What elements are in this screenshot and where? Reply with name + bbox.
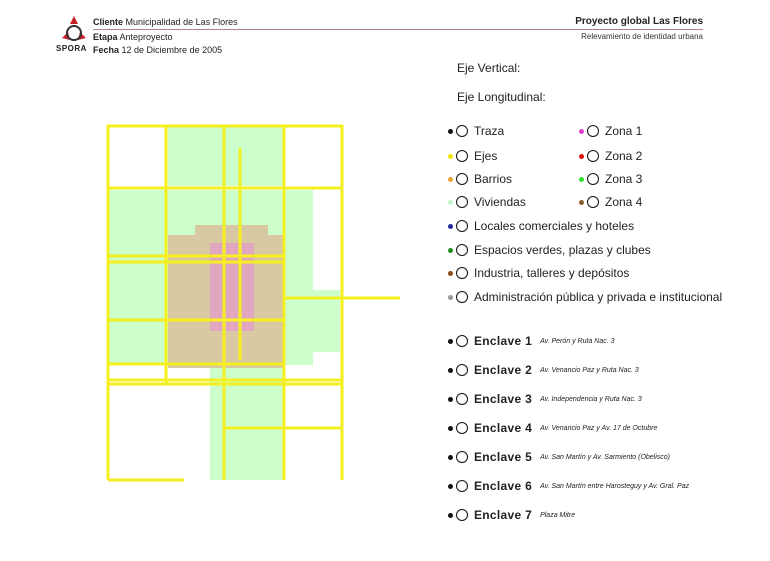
axis-vertical-label: Eje Vertical: [457,61,521,75]
layer-color-dot [448,248,453,253]
enclave-label: Enclave 2 [474,363,533,377]
project-title: Proyecto global Las Flores [575,16,703,27]
radio-icon[interactable] [456,364,468,376]
axis-longitudinal-label: Eje Longitudinal: [457,90,546,104]
enclave-label: Enclave 3 [474,392,533,406]
layer-traza[interactable] [448,122,504,140]
enclave-dot [448,455,453,460]
enclave-dot [448,368,453,373]
enclave-label: Enclave 5 [474,450,533,464]
enclave-5[interactable] [448,448,670,466]
layer-industria[interactable] [448,264,629,282]
radio-icon[interactable] [456,125,468,137]
zone-3[interactable] [579,170,642,188]
enclave-label: Enclave 6 [474,479,533,493]
radio-icon[interactable] [456,173,468,185]
enclave-4[interactable] [448,419,657,437]
radio-icon[interactable] [456,393,468,405]
layer-color-dot [448,129,453,134]
enclave-6[interactable] [448,477,689,495]
radio-icon[interactable] [456,451,468,463]
radio-icon[interactable] [587,150,599,162]
stage-label: Etapa [93,32,118,42]
layer-color-dot [448,200,453,205]
layer-ejes[interactable] [448,147,497,165]
enclave-2[interactable] [448,361,639,379]
enclave-label: Enclave 1 [474,334,533,348]
enclave-dot [448,339,453,344]
radio-icon[interactable] [456,509,468,521]
enclave-desc: Av. Venancio Paz y Ruta Nac. 3 [540,366,639,374]
layer-label: Industria, talleres y depósitos [474,266,630,280]
layer-barrios[interactable] [448,170,512,188]
zone-1[interactable] [579,122,642,140]
enclave-7[interactable] [448,506,575,524]
radio-icon[interactable] [456,220,468,232]
radio-icon[interactable] [456,150,468,162]
radio-icon[interactable] [587,125,599,137]
radio-icon[interactable] [587,196,599,208]
radio-icon[interactable] [456,244,468,256]
layer-label: Administración pública y privada e institucional [474,290,723,304]
layer-locales[interactable] [448,217,634,235]
enclave-desc: Av. Independencia y Ruta Nac. 3 [540,395,642,403]
enclave-dot [448,484,453,489]
date-value: 12 de Diciembre de 2005 [121,45,223,55]
zone-2[interactable] [579,147,642,165]
zone-color-dot [579,154,584,159]
zone-label: Zona 3 [605,172,643,186]
enclave-dot [448,426,453,431]
zone-label: Zona 1 [605,124,643,138]
enclave-desc: Av. Venancio Paz y Av. 17 de Octubre [540,424,658,432]
radio-icon[interactable] [456,267,468,279]
zone-4[interactable] [579,193,642,211]
enclave-desc: Av. San Martín entre Harosteguy y Av. Gral. Paz [540,482,690,490]
layer-label: Locales comerciales y hoteles [474,219,635,233]
layer-color-dot [448,271,453,276]
layer-color-dot [448,295,453,300]
enclave-desc: Plaza Mitre [540,511,576,519]
layer-espacios-verdes[interactable] [448,241,651,259]
enclave-desc: Av. San Martín y Av. Sarmiento (Obelisco) [540,453,671,461]
enclave-dot [448,397,453,402]
layer-label: Barrios [474,172,513,186]
zone-color-dot [579,200,584,205]
client-value: Municipalidad de Las Flores [125,17,238,27]
enclave-desc: Av. Perón y Ruta Nac. 3 [540,337,615,345]
client-label: Cliente [93,17,124,27]
layer-viviendas[interactable] [448,193,526,211]
radio-icon[interactable] [456,196,468,208]
stage-value: Anteproyecto [119,32,173,42]
layer-administracion[interactable] [448,288,722,306]
date-label: Fecha [93,45,120,55]
zone-color-dot [579,129,584,134]
zone-color-dot [579,177,584,182]
layer-color-dot [448,177,453,182]
logo-text: SPORA [56,44,87,53]
zone-label: Zona 2 [605,149,643,163]
layer-label: Espacios verdes, plazas y clubes [474,243,651,257]
enclave-1[interactable] [448,332,615,350]
radio-icon[interactable] [456,422,468,434]
enclave-3[interactable] [448,390,642,408]
enclave-label: Enclave 7 [474,508,533,522]
zone-label: Zona 4 [605,195,643,209]
layer-color-dot [448,154,453,159]
layer-label: Ejes [474,149,498,163]
enclave-label: Enclave 4 [474,421,533,435]
radio-icon[interactable] [456,480,468,492]
radio-icon[interactable] [587,173,599,185]
radio-icon[interactable] [456,335,468,347]
project-subtitle: Relevamiento de identidad urbana [581,32,703,41]
layer-color-dot [448,224,453,229]
radio-icon[interactable] [456,291,468,303]
layer-label: Viviendas [474,195,526,209]
layer-label: Traza [474,124,505,138]
enclave-dot [448,513,453,518]
